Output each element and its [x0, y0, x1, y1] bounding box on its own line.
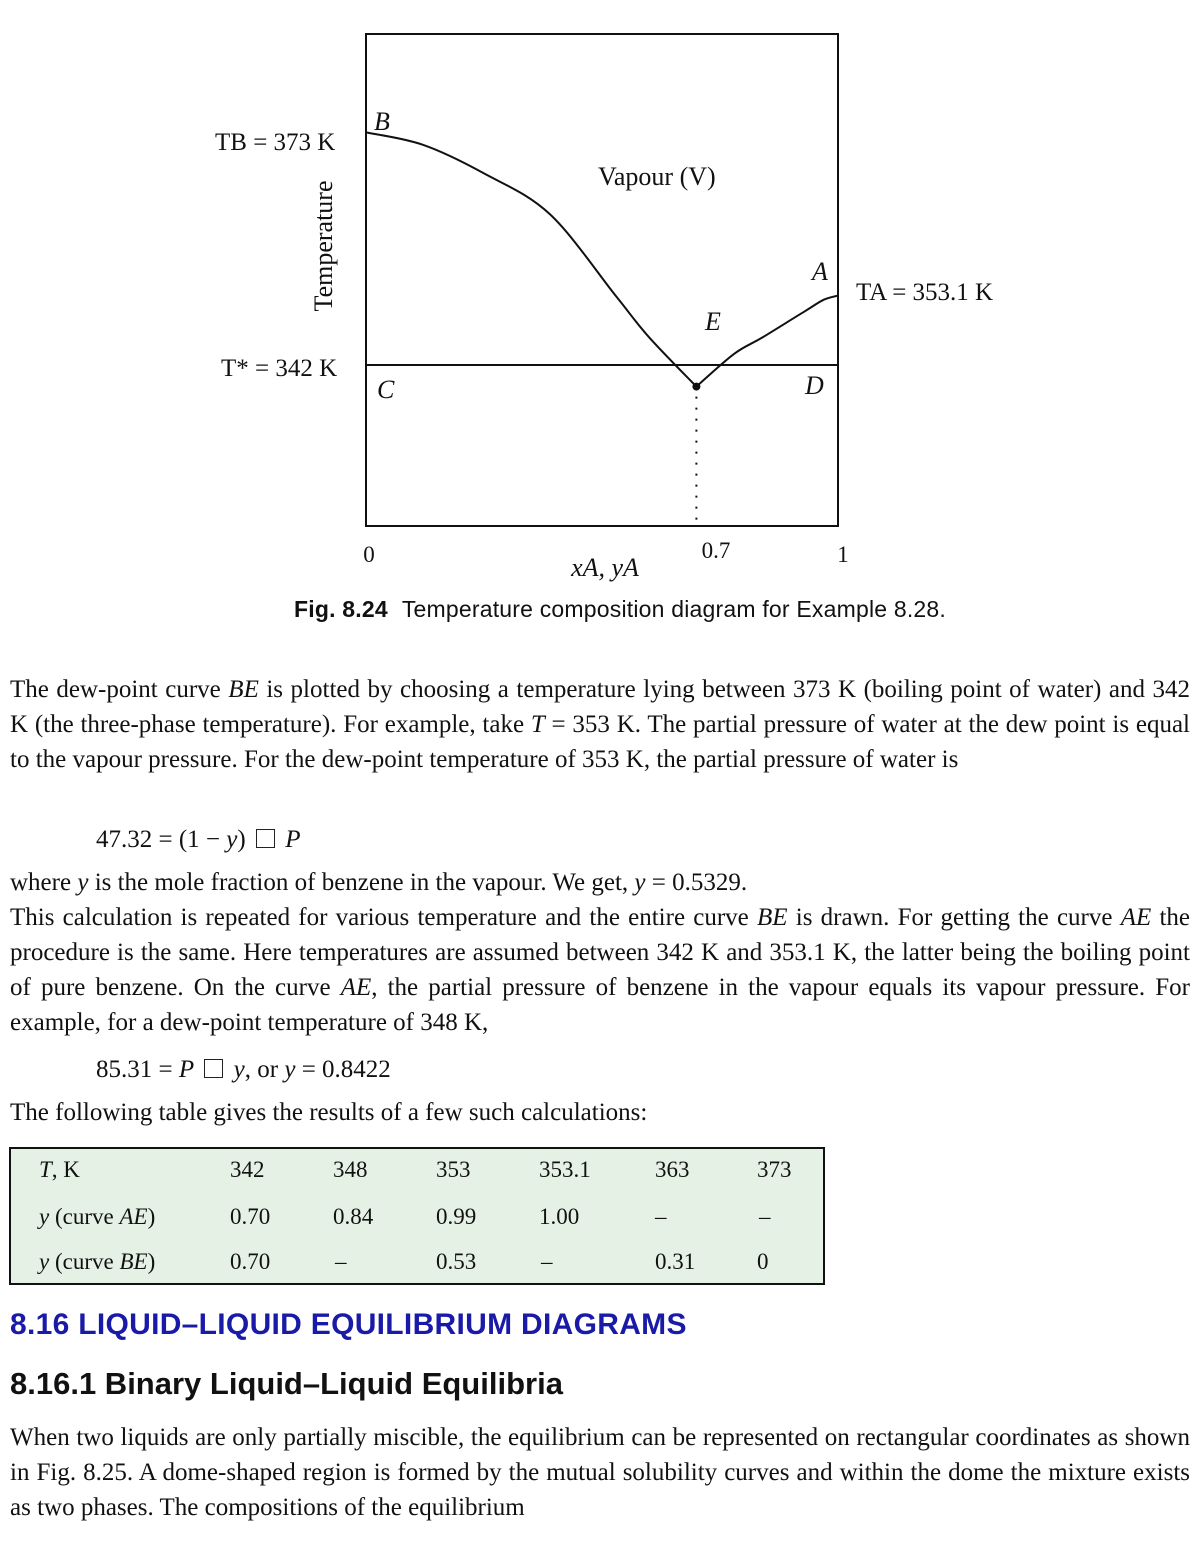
table-cell: – — [655, 1204, 667, 1229]
table-cell: – — [759, 1204, 771, 1229]
row-label: T, K — [39, 1157, 80, 1182]
label-c: C — [377, 375, 395, 404]
table-cell: 342 — [230, 1157, 265, 1182]
table-cell: 348 — [333, 1157, 368, 1182]
paragraph-dew-point-be: The dew-point curve BE is plotted by choosing a temperature lying between 373 K (boiling point of water) and 342 K (the three-phase temperature). For example, take T = 353 K. The partial pressure of water at the dew point is equal to the vapour pressure. For the dew-point temperature of 353 K, the partial pressure of water is — [10, 676, 1190, 773]
label-e: E — [705, 307, 721, 336]
x-tick-0-7: 0.7 — [701, 538, 731, 563]
table-row — [11, 1204, 823, 1234]
row-label: y (curve BE) — [39, 1249, 156, 1274]
paragraph-liquid-liquid: When two liquids are only partially miscible, the equilibrium can be represented on rectangular coordinates as shown in Fig. 8.25. A dome-shaped region is formed by the mutual solubility curves and within the dome the mixture exists as two phases. The compositions of the equilibrium — [10, 1424, 1190, 1521]
table-cell: 0 — [757, 1249, 769, 1274]
row-label: y (curve AE) — [39, 1204, 156, 1229]
figure-number: Fig. 8.24 — [293, 596, 388, 622]
table-cell: 0.53 — [436, 1249, 477, 1274]
label-ta: TA = 353.1 K — [856, 279, 994, 306]
section-heading: 8.16 LIQUID–LIQUID EQUILIBRIUM DIAGRAMS — [10, 1308, 687, 1341]
table-cell: 1.00 — [539, 1204, 580, 1229]
paragraph-mole-fraction: where y is the mole fraction of benzene in the vapour. We get, y = 0.5329. — [10, 869, 748, 896]
table-cell: 0.70 — [230, 1249, 271, 1274]
region-label-vapour: Vapour (V) — [598, 162, 716, 191]
equation-benzene-partial-pressure: 85.31 = P y, or y = 0.8422 — [96, 1056, 391, 1083]
label-b: B — [374, 107, 390, 136]
point-e-marker — [692, 383, 700, 391]
x-tick-1: 1 — [837, 542, 849, 567]
label-tb: TB = 373 K — [215, 129, 336, 156]
table-cell: 353 — [436, 1157, 471, 1182]
subsection-heading: 8.16.1 Binary Liquid–Liquid Equilibria — [10, 1366, 563, 1401]
label-tstar: T* = 342 K — [221, 355, 338, 382]
x-tick-0: 0 — [363, 542, 375, 567]
plot-frame — [366, 34, 838, 526]
results-table — [9, 1147, 825, 1285]
x-axis-label: xA, yA — [571, 553, 639, 582]
table-row — [11, 1157, 823, 1187]
y-axis-label: Temperature — [309, 180, 338, 312]
equation-water-partial-pressure: 47.32 = (1 − y) P — [96, 826, 301, 853]
table-cell: 0.84 — [333, 1204, 374, 1229]
table-row — [11, 1249, 823, 1279]
table-cell: 373 — [757, 1157, 792, 1182]
table-cell: 353.1 — [539, 1157, 591, 1182]
table-cell: – — [541, 1249, 553, 1274]
label-a: A — [812, 257, 828, 286]
figure-caption — [0, 596, 1200, 623]
phase-diagram — [0, 0, 1200, 590]
paragraph-curve-ae: This calculation is repeated for various temperature and the entire curve BE is drawn. For getting the curve AE the procedure is the same. Here temperatures are assumed between 342 K and 353.1 K, the latter being the boiling point of pure benzene. On the curve AE, the partial pressure of benzene in the vapour equals its vapour pressure. For example, for a dew-point temperature of 348 K, — [10, 904, 1190, 1036]
paragraph-table-intro: The following table gives the results of a few such calculations: — [10, 1099, 648, 1126]
figure-caption-text: Temperature composition diagram for Example 8.28. — [401, 596, 946, 622]
table-cell: 0.31 — [655, 1249, 696, 1274]
table-cell: 0.70 — [230, 1204, 271, 1229]
table-cell: 363 — [655, 1157, 690, 1182]
table-cell: – — [335, 1249, 347, 1274]
label-d: D — [805, 371, 824, 400]
table-cell: 0.99 — [436, 1204, 477, 1229]
